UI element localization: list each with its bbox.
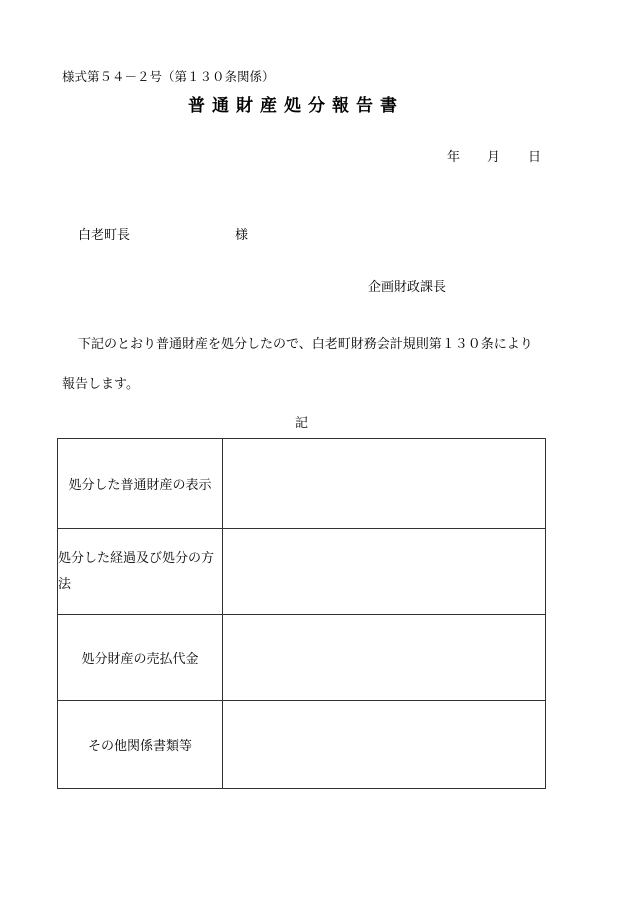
- ki-heading: 記: [295, 416, 309, 431]
- honorific: 様: [235, 228, 249, 243]
- row-value-property[interactable]: [223, 439, 546, 529]
- date-day-label: 日: [528, 150, 542, 165]
- row-label-documents: その他関係書類等: [58, 701, 223, 789]
- row-label-property: 処分した普通財産の表示: [58, 439, 223, 529]
- row-value-process[interactable]: [223, 529, 546, 615]
- form-number: 様式第５４－２号（第１３０条関係）: [62, 69, 275, 84]
- body-text-line-2: 報告します。: [62, 377, 139, 392]
- table-row: [58, 701, 546, 789]
- table-row: [58, 615, 546, 701]
- sender: 企画財政課長: [368, 280, 447, 295]
- date-month-label: 月: [487, 150, 501, 165]
- date-year-label: 年: [447, 150, 461, 165]
- addressee: 白老町長: [78, 228, 131, 243]
- row-label-process: 処分した経過及び処分の方法: [58, 529, 223, 615]
- body-text-line-1: 下記のとおり普通財産を処分したので、白老町財務会計規則第１３０条により: [78, 337, 533, 352]
- row-value-price[interactable]: [223, 615, 546, 701]
- table-row: [58, 529, 546, 615]
- table-row: [58, 439, 546, 529]
- disposal-table: [57, 438, 546, 789]
- row-value-documents[interactable]: [223, 701, 546, 789]
- document-title: 普通財産処分報告書: [188, 96, 404, 116]
- row-label-price: 処分財産の売払代金: [58, 615, 223, 701]
